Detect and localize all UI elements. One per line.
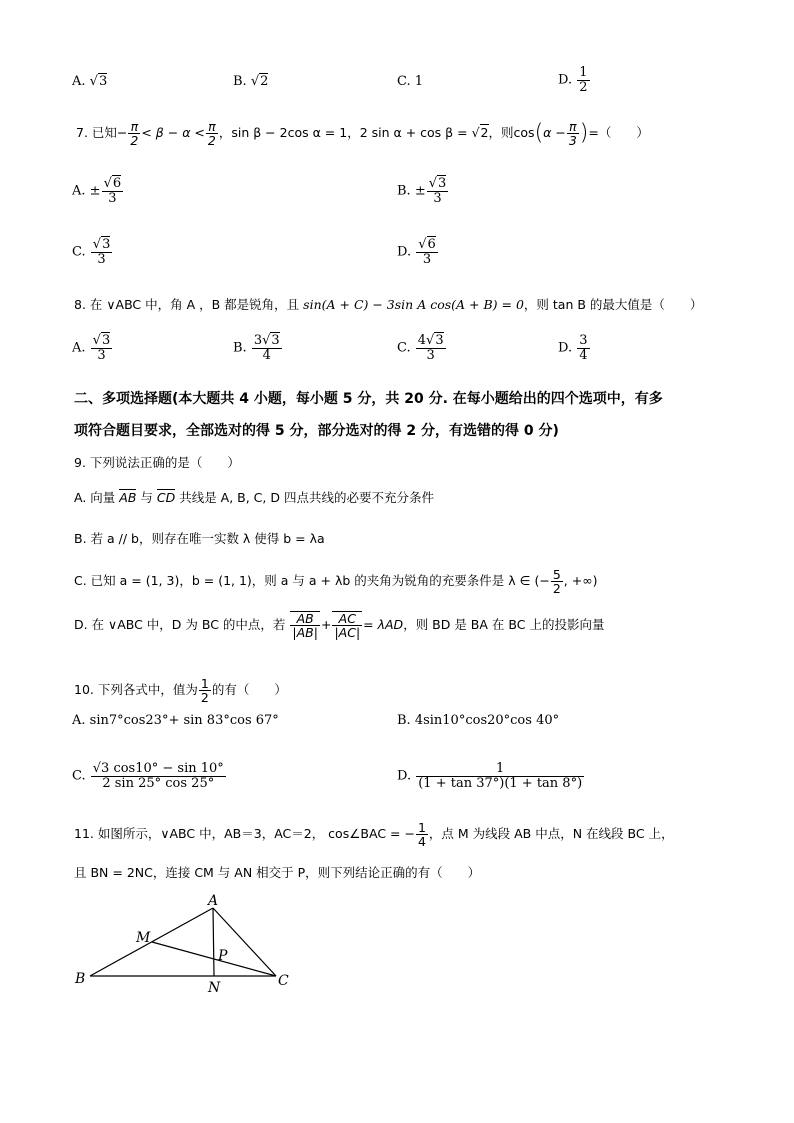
- q11-stem-line1: 11. 如图所示，∨ABC 中，AB＝3，AC＝2， cos∠BAC = − $\frac{1}{4}$ ，点 M 为线段 AB 中点，N 在线段 BC 上，: [74, 820, 674, 850]
- label-c: C: [278, 973, 289, 989]
- q9-option-d: D. 在 ∨ABC 中，D 为 BC 的中点，若 $\frac{AB}{|AB|}$ + $\frac{AC}{|AC|}$ = λAD，则 BD 是 BA 在 BC 上的投影向量: [74, 611, 605, 641]
- q6-option-c: C. 1: [397, 74, 424, 89]
- q7-option-d: D. $\frac{√6}{3}$: [397, 237, 436, 267]
- segment-ab: [90, 908, 213, 976]
- q7-option-b: B. ± $\frac{√3}{3}$: [397, 176, 447, 206]
- q6-option-b: B. √2: [233, 74, 269, 89]
- q9-option-b: B. 若 a // b，则存在唯一实数 λ 使得 b = λa: [74, 531, 325, 546]
- q7-option-a: A. ± $\frac{√6}{3}$: [72, 176, 122, 206]
- label-b: B: [75, 971, 86, 987]
- q7-stem: 7. 已知− $\frac{\pi}{2}$ < β − α < $\frac{\pi}{2}$ ，sin β − 2cos α = 1，2 sin α + cos β = √2，则cos(α − $\frac{\pi}{3}$ )=（ ）: [76, 119, 649, 149]
- q11-stem-line2: 且 BN = 2NC，连接 CM 与 AN 相交于 P，则下列结论正确的有（ ）: [74, 865, 481, 880]
- q9-stem: 9. 下列说法正确的是（ ）: [74, 455, 240, 470]
- q6-option-d: D. $\frac{1}{2}$: [558, 65, 588, 95]
- q9-option-c: C. 已知 a = (1, 3)，b = (1, 1)，则 a 与 a + λb 的夹角为锐角的充要条件是 λ ∈ (− $\frac{5}{2}$ , +∞): [74, 567, 598, 597]
- q6-option-a: A. √3: [72, 74, 108, 89]
- label-n: N: [208, 980, 221, 996]
- q8-option-c: C. $\frac{4√3}{3}$: [397, 333, 444, 363]
- label-a: A: [208, 893, 219, 909]
- label-m: M: [136, 930, 151, 946]
- section-heading-line2: 项符合题目要求，全部选对的得 5 分，部分选对的得 2 分，有选错的得 0 分): [74, 423, 559, 439]
- q8-option-a: A. $\frac{√3}{3}$: [72, 333, 111, 363]
- q7-option-c: C. $\frac{√3}{3}$: [72, 237, 111, 267]
- q10-option-b: B. 4sin10°cos20°cos 40°: [397, 713, 560, 728]
- q10-option-d: D. $\frac{1}{(1 + \tan 37^\circ)(1 + \tan 8^\circ)}$: [397, 761, 583, 791]
- q8-option-b: B. $\frac{3√3}{4}$: [233, 333, 280, 363]
- q10-option-c: C. $\frac{√3 \cos 10^\circ - \sin 10^\circ}{2 \sin 25^\circ \cos 25^\circ}$: [72, 761, 224, 791]
- segment-ac: [213, 908, 276, 976]
- triangle-figure: [70, 888, 300, 998]
- q10-option-a: A. sin7°cos23°+ sin 83°cos 67°: [72, 713, 279, 728]
- q8-option-d: D. $\frac{3}{4}$: [558, 333, 588, 363]
- q8-stem: 8. 在 ∨ABC 中，角 A ，B 都是锐角，且 sin(A + C) − 3sin A cos(A + B) = 0，则 tan B 的最大值是（ ）: [74, 297, 703, 312]
- segment-an: [213, 908, 214, 976]
- q9-option-a: A. 向量 AB 与 CD 共线是 A, B, C, D 四点共线的必要不充分条件: [74, 490, 434, 505]
- label-p: P: [218, 948, 228, 964]
- q10-stem: 10. 下列各式中，值为 $\frac{1}{2}$ 的有（ ）: [74, 676, 287, 706]
- section-heading-line1: 二、多项选择题(本大题共 4 小题，每小题 5 分，共 20 分. 在每小题给出的四个选项中，有多: [74, 391, 663, 407]
